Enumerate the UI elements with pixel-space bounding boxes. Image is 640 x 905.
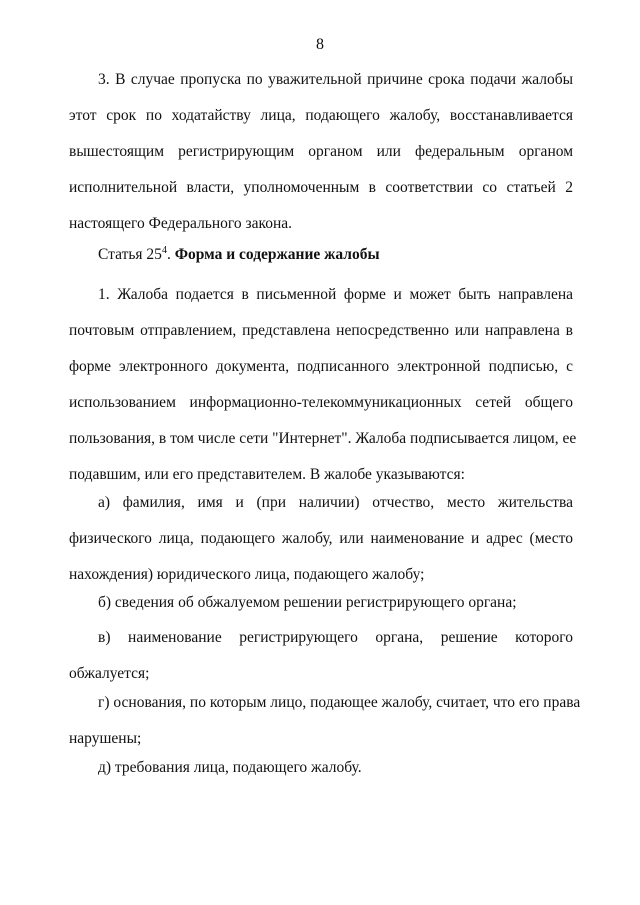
list-item-line: г) основания, по которым лицо, подающее жалобу, считает, что его права xyxy=(98,694,581,711)
list-item-line: обжалуется; xyxy=(69,665,150,682)
page-number: 8 xyxy=(316,36,324,53)
paragraph-line: подавшим, или его представителем. В жалобе указываются: xyxy=(69,466,465,483)
list-item-line: в) наименование регистрирующего органа, решение которого xyxy=(98,629,573,646)
paragraph-line: форме электронного документа, подписанного электронной подписью, с xyxy=(69,358,573,375)
paragraph-line: вышестоящим регистрирующим органом или федеральным органом xyxy=(69,143,573,160)
paragraph-line: пользования, в том числе сети "Интернет". Жалоба подписывается лицом, ее xyxy=(69,430,577,447)
list-item-a xyxy=(69,485,573,593)
list-item-b xyxy=(69,585,573,621)
article-prefix: Статья 25 xyxy=(98,246,162,263)
article-separator: . xyxy=(166,246,175,263)
list-item-line: б) сведения об обжалуемом решении регистрирующего органа; xyxy=(98,594,517,611)
paragraph-line: использованием информационно-телекоммуникационных сетей общего xyxy=(69,394,573,411)
paragraph-line: этот срок по ходатайству лица, подающего жалобу, восстанавливается xyxy=(69,107,573,124)
list-item-line: д) требования лица, подающего жалобу. xyxy=(98,759,362,776)
paragraph-line: исполнительной власти, уполномоченным в соответствии со статьей 2 xyxy=(69,179,573,196)
article-title: Форма и содержание жалобы xyxy=(174,246,380,263)
paragraph-line: почтовым отправлением, представлена непосредственно или направлена в xyxy=(69,322,573,339)
list-item-line: нарушены; xyxy=(69,730,142,747)
paragraph-1 xyxy=(69,277,577,493)
paragraph-line: 1. Жалоба подается в письменной форме и может быть направлена xyxy=(98,286,573,303)
paragraph-3 xyxy=(69,62,573,242)
paragraph-line: 3. В случае пропуска по уважительной причине срока подачи жалобы xyxy=(98,71,573,88)
paragraph-line: настоящего Федерального закона. xyxy=(69,215,293,232)
article-superscript: 4 xyxy=(161,244,167,256)
list-item-g xyxy=(69,685,581,757)
list-item-line: а) фамилия, имя и (при наличии) отчество, место жительства xyxy=(98,494,573,511)
article-heading xyxy=(98,237,573,273)
list-item-line: нахождения) юридического лица, подающего жалобу; xyxy=(69,566,425,583)
list-item-d xyxy=(69,750,573,786)
list-item-v xyxy=(69,620,573,692)
list-item-line: физического лица, подающего жалобу, или наименование и адрес (место xyxy=(69,530,573,547)
